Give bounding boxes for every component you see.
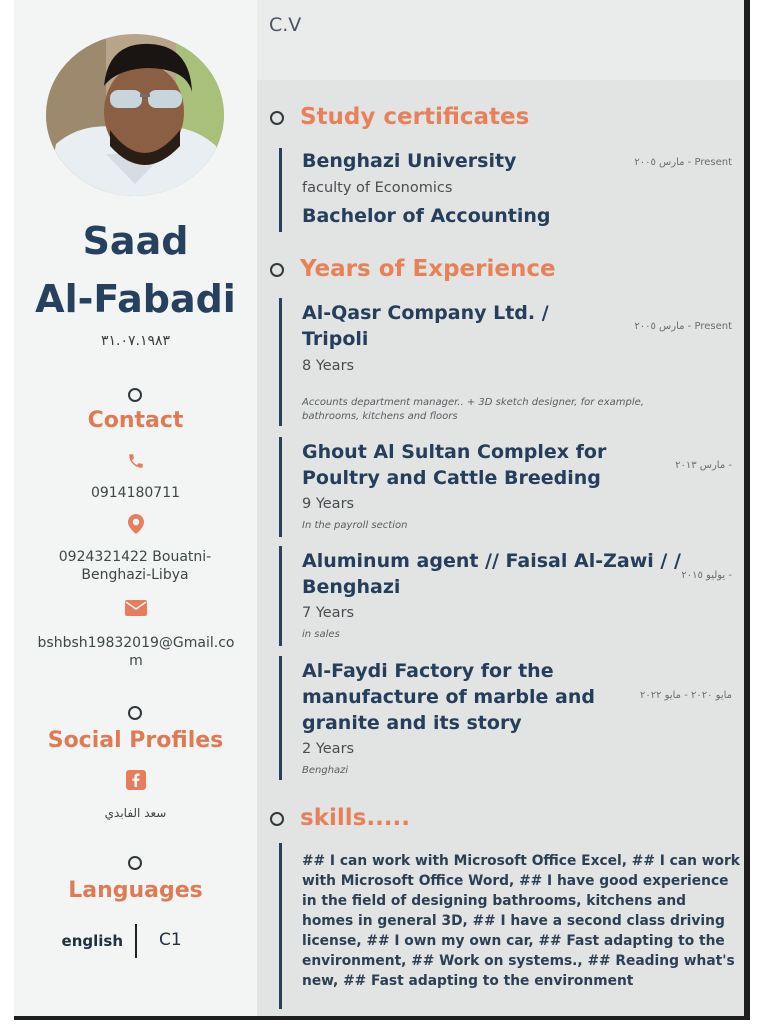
- contact-heading: Contact: [87, 408, 184, 433]
- experience-timeline-line: [279, 437, 282, 537]
- experience-note: Accounts department manager.. + 3D sketch designer, for example, bathrooms, kitchens and floors: [302, 397, 644, 422]
- study-certificates-heading: Study certificates: [300, 104, 530, 130]
- header-bar: [257, 0, 744, 80]
- phone-number: 0914180711: [90, 485, 181, 501]
- study-degree: Bachelor of Accounting: [302, 205, 551, 227]
- skills-section-marker: [270, 812, 284, 826]
- contact-section-marker: [128, 388, 142, 402]
- experience-duration: 9 Years: [302, 496, 355, 512]
- skills-text: ## I can work with Microsoft Office Excel, ## I can work with Microsoft Office Word, ## I have good experience in the field of designing bathrooms, kitchens and homes in general 3D, ## I have a second class driving license, ## I own my own car, ## Fast adapting to the environment, ## Work on systems., ## Reading what's new, ## Fast adapting to the environment: [302, 853, 740, 989]
- skills-heading: skills.....: [300, 805, 411, 831]
- last-name: Al-Fabadi: [35, 277, 236, 321]
- experience-section-marker: [270, 263, 284, 277]
- first-name: Saad: [82, 219, 189, 263]
- cv-label: C.V: [269, 14, 302, 36]
- experience-date: مايو ٢٠٢٠ - مايو ٢٠٢٢: [640, 690, 732, 701]
- profile-photo: [46, 34, 224, 196]
- experience-heading: Years of Experience: [300, 256, 556, 282]
- email-address[interactable]: bshbsh19832019@Gmail.com: [37, 635, 235, 669]
- language-level: C1: [159, 930, 182, 950]
- experience-note: in sales: [302, 629, 340, 640]
- experience-duration: 2 Years: [302, 741, 355, 757]
- experience-date: يوليو ٢٠١٥ -: [681, 570, 732, 581]
- language-name: english: [61, 932, 123, 950]
- study-date: مارس ٢٠٠٥ - Present: [634, 157, 732, 168]
- location-pin-icon: [14, 514, 257, 538]
- experience-note: In the payroll section: [302, 520, 408, 531]
- experience-title: Al-Faydi Factory for the manufacture of marble and granite and its story: [302, 660, 595, 734]
- languages-section-marker: [128, 856, 142, 870]
- experience-date: مارس ٢٠١٣ -: [675, 460, 732, 471]
- profile-sidebar: [14, 0, 257, 1016]
- cv-document: [14, 0, 750, 1020]
- language-row: [14, 924, 257, 960]
- profile-photo-portrait: [46, 34, 224, 196]
- birth-date: ٣١.٠٧.١٩٨٣: [100, 333, 171, 349]
- study-institution: Benghazi University: [302, 150, 517, 172]
- experience-timeline-line: [279, 546, 282, 646]
- study-faculty: faculty of Economics: [302, 180, 453, 196]
- experience-title: Aluminum agent // Faisal Al-Zawi / / Benghazi: [302, 550, 681, 598]
- experience-date: مارس ٢٠٠٥ - Present: [634, 321, 732, 332]
- social-section-marker: [128, 706, 142, 720]
- skills-timeline-line: [279, 843, 282, 1009]
- mail-icon: [14, 600, 257, 620]
- experience-duration: 8 Years: [302, 358, 355, 374]
- experience-timeline-line: [279, 298, 282, 426]
- experience-title: Al-Qasr Company Ltd. / Tripoli: [302, 302, 549, 350]
- study-timeline-line: [279, 148, 282, 232]
- experience-duration: 7 Years: [302, 605, 355, 621]
- facebook-icon[interactable]: [14, 770, 257, 794]
- experience-timeline-line: [279, 656, 282, 780]
- language-divider: [135, 924, 137, 958]
- study-section-marker: [270, 111, 284, 125]
- experience-note: Benghazi: [302, 765, 349, 776]
- phone-icon: [14, 452, 257, 474]
- social-profiles-heading: Social Profiles: [47, 728, 224, 753]
- facebook-profile-name[interactable]: سعد الفابدي: [104, 806, 167, 820]
- experience-title: Ghout Al Sultan Complex for Poultry and Cattle Breeding: [302, 441, 607, 489]
- address: 0924321422 Bouatni-Benghazi-Libya: [58, 549, 212, 583]
- languages-heading: Languages: [68, 878, 203, 903]
